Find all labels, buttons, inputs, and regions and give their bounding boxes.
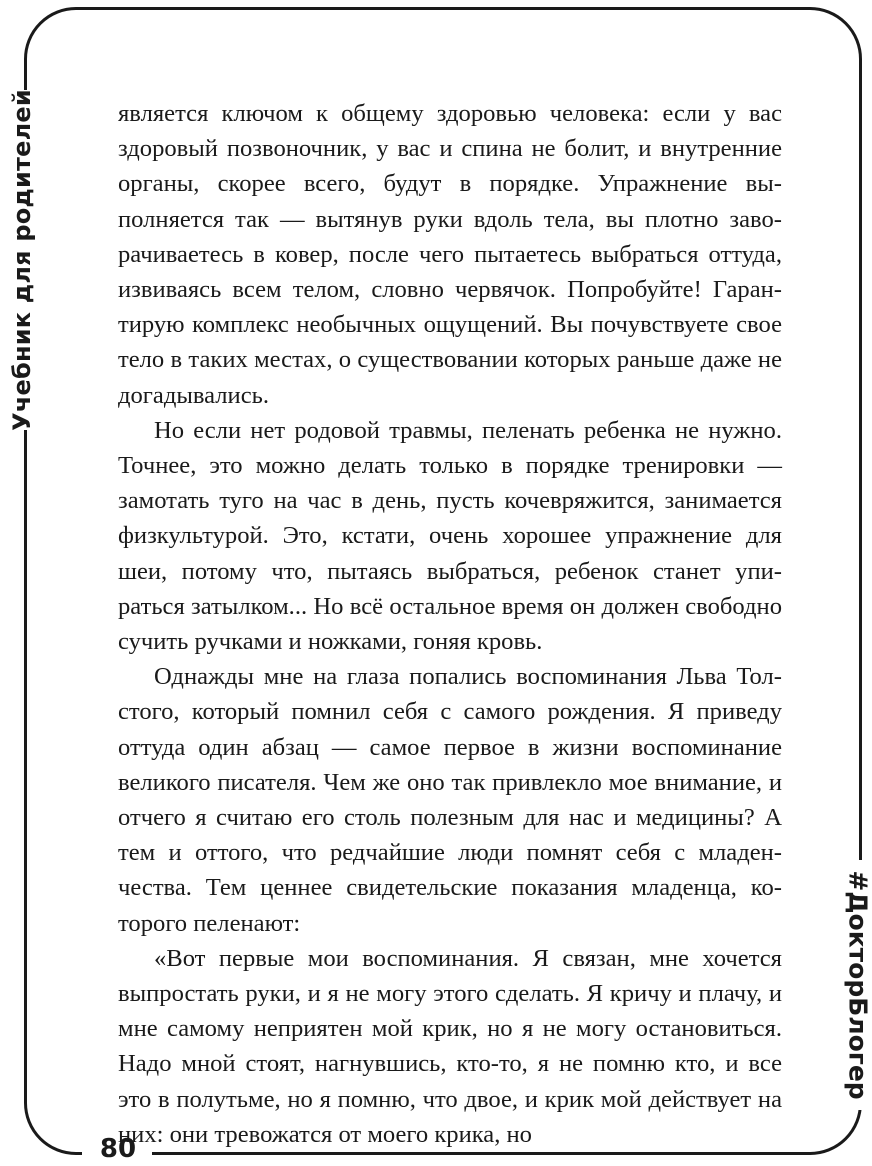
hashtag-text: #ДокторБлогер [843, 870, 872, 1100]
paragraph: Но если нет родовой травмы, пеленать ребенка не нужно. Точнее, это можно делать только в порядке тренировки — замотать туго на час в день, пусть кочевряжится, занимается физкультурой. Это, кстати, очень хорошее упражнение для шеи, потому что, пытаясь выбраться, ребенок станет упираться затылком... Но всё остальное время он должен свободно сучить ручками и ножками, гоняя кровь. [118, 416, 782, 656]
running-title-text: Учебник для родителей [8, 89, 36, 431]
body-text [118, 96, 782, 1152]
paragraph: Однажды мне на глаза попались воспоминания Льва Толстого, который помнил себя с самого рождения. Я приведу оттуда один абзац — самое первое в жизни воспоминание великого писателя. Чем же оно так привлекло мое внимание, и отчего я считаю его столь полезным для нас и медицины? А тем и оттого, что редчайшие люди помнят себя с младенчества. Тем ценнее свидетельские показания младенца, которого пеленают: [118, 663, 782, 937]
paragraph: является ключом к общему здоровью человека: если у вас здоровый позвоночник, у вас и спина не болит, и внутренние органы, скорее всего, будут в порядке. Упражнение выполняется так — вытянув руки вдоль тела, вы плотно заворачиваетесь в ковер, после чего пытаетесь выбраться оттуда, извиваясь всем телом, словно червячок. Попробуйте! Гарантирую комплекс необычных ощущений. Вы почувствуете свое тело в таких местах, о существовании которых раньше даже не догадывались. [118, 100, 782, 409]
paragraph: «Вот первые мои воспоминания. Я связан, мне хочется выпростать руки, и я не могу этого сделать. Я кричу и плачу, и мне самому неприятен мой крик, но я не могу остановиться. Надо мной стоят, нагнувшись, кто-то, я не помню кто, и все это в полутьме, но я помню, что двое, и крик мой действует на них: они тревожатся от моего крика, но [118, 944, 782, 1148]
page-number: 80 [99, 1134, 137, 1164]
